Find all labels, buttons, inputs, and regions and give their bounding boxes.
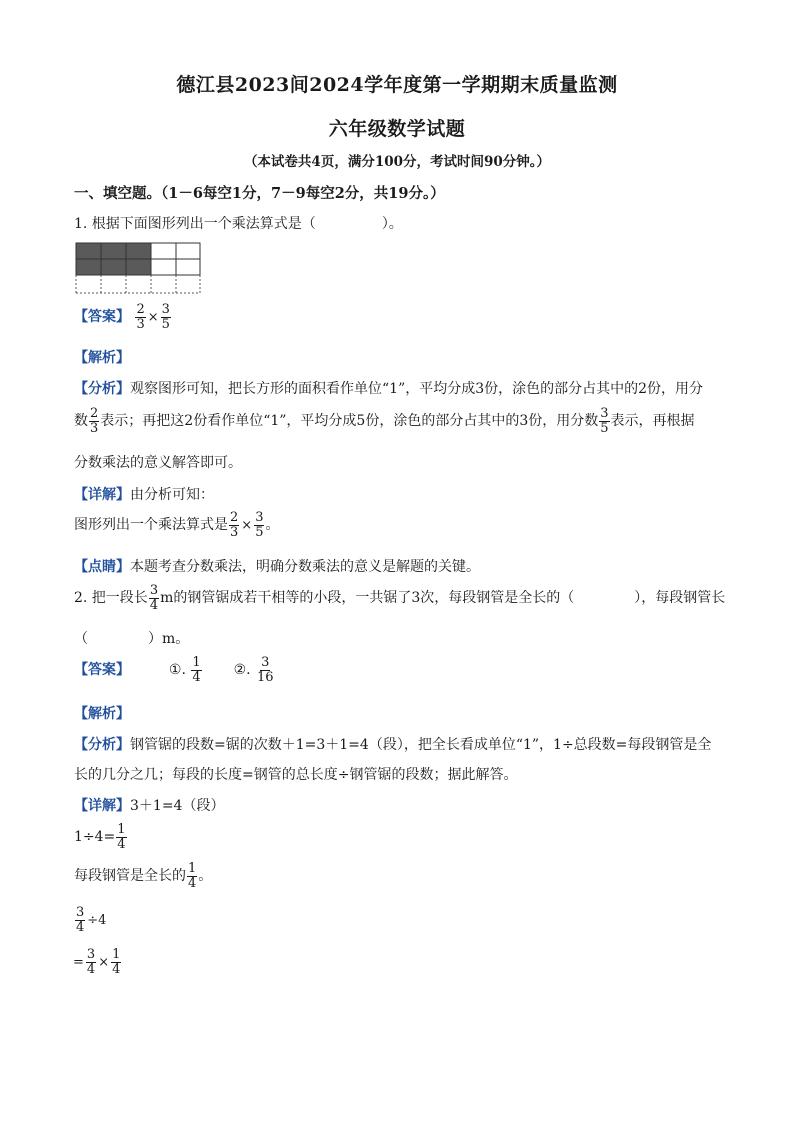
fraction: $\frac{3}{4}$ — [76, 905, 85, 935]
q1-detail: 【详解】由分析可知： — [74, 487, 214, 503]
fraction: $\frac{2}{3}$ — [230, 510, 239, 540]
shaded-cell — [76, 243, 101, 259]
shaded-cell — [126, 259, 151, 275]
fraction: $\frac{3}{4}$ — [149, 583, 159, 613]
q1-fenxi-line3: 分数乘法的意义解答即可。 — [74, 455, 242, 471]
q1-stem — [74, 213, 403, 233]
empty-cell — [176, 259, 200, 275]
q1-fenxi-line2: 数 $\frac{2}{3}$ 表示；再把这2份看作单位“1”，平均分成5份，涂色的部分占其中的3份，用分数 $\frac{3}{5}$ 表示，再根据 — [74, 406, 695, 436]
q2-fenxi-line2: 长的几分之几；每段的长度=钢管的总长度÷钢管锯的段数；据此解答。 — [74, 767, 518, 783]
fraction: $\frac{3}{16}$ — [257, 655, 274, 685]
page-title: 德江县2023间2024学年度第一学期期末质量监测 — [176, 74, 618, 96]
q2-stem-line1: 2. 把一段长 $\frac{3}{4}$ m的钢管锯成若干相等的小段，一共锯了3次，每段钢管是全长的（ ），每段钢管长 — [74, 583, 726, 613]
fraction: $\frac{3}{5}$ — [161, 302, 170, 332]
fraction: $\frac{2}{3}$ — [90, 406, 99, 436]
q1-fenxi-line1: 【分析】观察图形可知，把长方形的面积看作单位“1”，平均分成3份，涂色的部分占其中的2份，用分 — [74, 381, 704, 397]
q1-answer: 【答案】 $\frac{2}{3}$ × $\frac{3}{5}$ — [74, 302, 170, 332]
fraction: $\frac{3}{5}$ — [255, 510, 264, 540]
section-heading: 一、填空题。（1－6每空1分，7－9每空2分，共19分。） — [74, 185, 445, 202]
q2-stem-line2: （ ）m。 — [74, 631, 190, 647]
empty-cell — [176, 243, 200, 259]
fraction: $\frac{3}{4}$ — [86, 947, 96, 977]
q1-stem-b: ）。 — [381, 216, 403, 232]
q2-calc2: 每段钢管是全长的 $\frac{1}{4}$ 。 — [74, 861, 213, 891]
dashed-row — [76, 275, 200, 293]
exam-note: （本试卷共4页，满分100分，考试时间90分钟。） — [243, 154, 551, 170]
q2-fenxi-line1: 【分析】钢管锯的段数=锯的次数＋1=3＋1=4（段），把全长看成单位“1”，1÷总段数=每段钢管是全 — [74, 737, 712, 753]
fraction: $\frac{1}{4}$ — [188, 861, 197, 891]
shaded-cell — [101, 259, 126, 275]
q2-answer: 【答案】 ①. $\frac{1}{4}$ ②. $\frac{3}{16}$ — [74, 655, 274, 685]
q2-calc4: = $\frac{3}{4}$ × $\frac{1}{4}$ — [73, 947, 121, 977]
shaded-cell — [76, 259, 101, 275]
fraction: $\frac{1}{4}$ — [117, 822, 126, 852]
q1-analysis-label: 【解析】 — [74, 350, 130, 366]
fraction: $\frac{1}{4}$ — [112, 947, 121, 977]
empty-cell — [151, 259, 176, 275]
q1-comment: 【点睛】本题考查分数乘法，明确分数乘法的意义是解题的关键。 — [74, 559, 480, 575]
q1-fraction-grid — [75, 242, 205, 297]
q2-analysis-label: 【解析】 — [74, 706, 130, 722]
q2-calc1: 1÷4= $\frac{1}{4}$ — [74, 822, 126, 852]
q2-detail: 【详解】3＋1=4（段） — [74, 798, 225, 814]
page-subtitle: 六年级数学试题 — [328, 118, 466, 140]
fraction: $\frac{1}{4}$ — [192, 655, 201, 685]
q1-stem-a: 1. 根据下面图形列出一个乘法算式是（ — [74, 216, 316, 232]
q1-detail-formula: 图形列出一个乘法算式是 $\frac{2}{3}$ × $\frac{3}{5}$ 。 — [74, 510, 280, 540]
empty-cell — [151, 243, 176, 259]
fraction: $\frac{2}{3}$ — [136, 302, 145, 332]
fraction: $\frac{3}{5}$ — [600, 406, 609, 436]
fenxi-label: 【分析】 — [74, 737, 130, 753]
q2-calc3: $\frac{3}{4}$ ÷4 — [76, 905, 107, 935]
fenxi-label: 【分析】 — [74, 381, 130, 397]
answer-label: 【答案】 — [74, 662, 130, 679]
answer-label: 【答案】 — [74, 309, 130, 326]
shaded-cell — [101, 243, 126, 259]
comment-label: 【点睛】 — [74, 559, 130, 575]
shaded-cell — [126, 243, 151, 259]
detail-label: 【详解】 — [74, 487, 130, 503]
detail-label: 【详解】 — [74, 798, 130, 814]
